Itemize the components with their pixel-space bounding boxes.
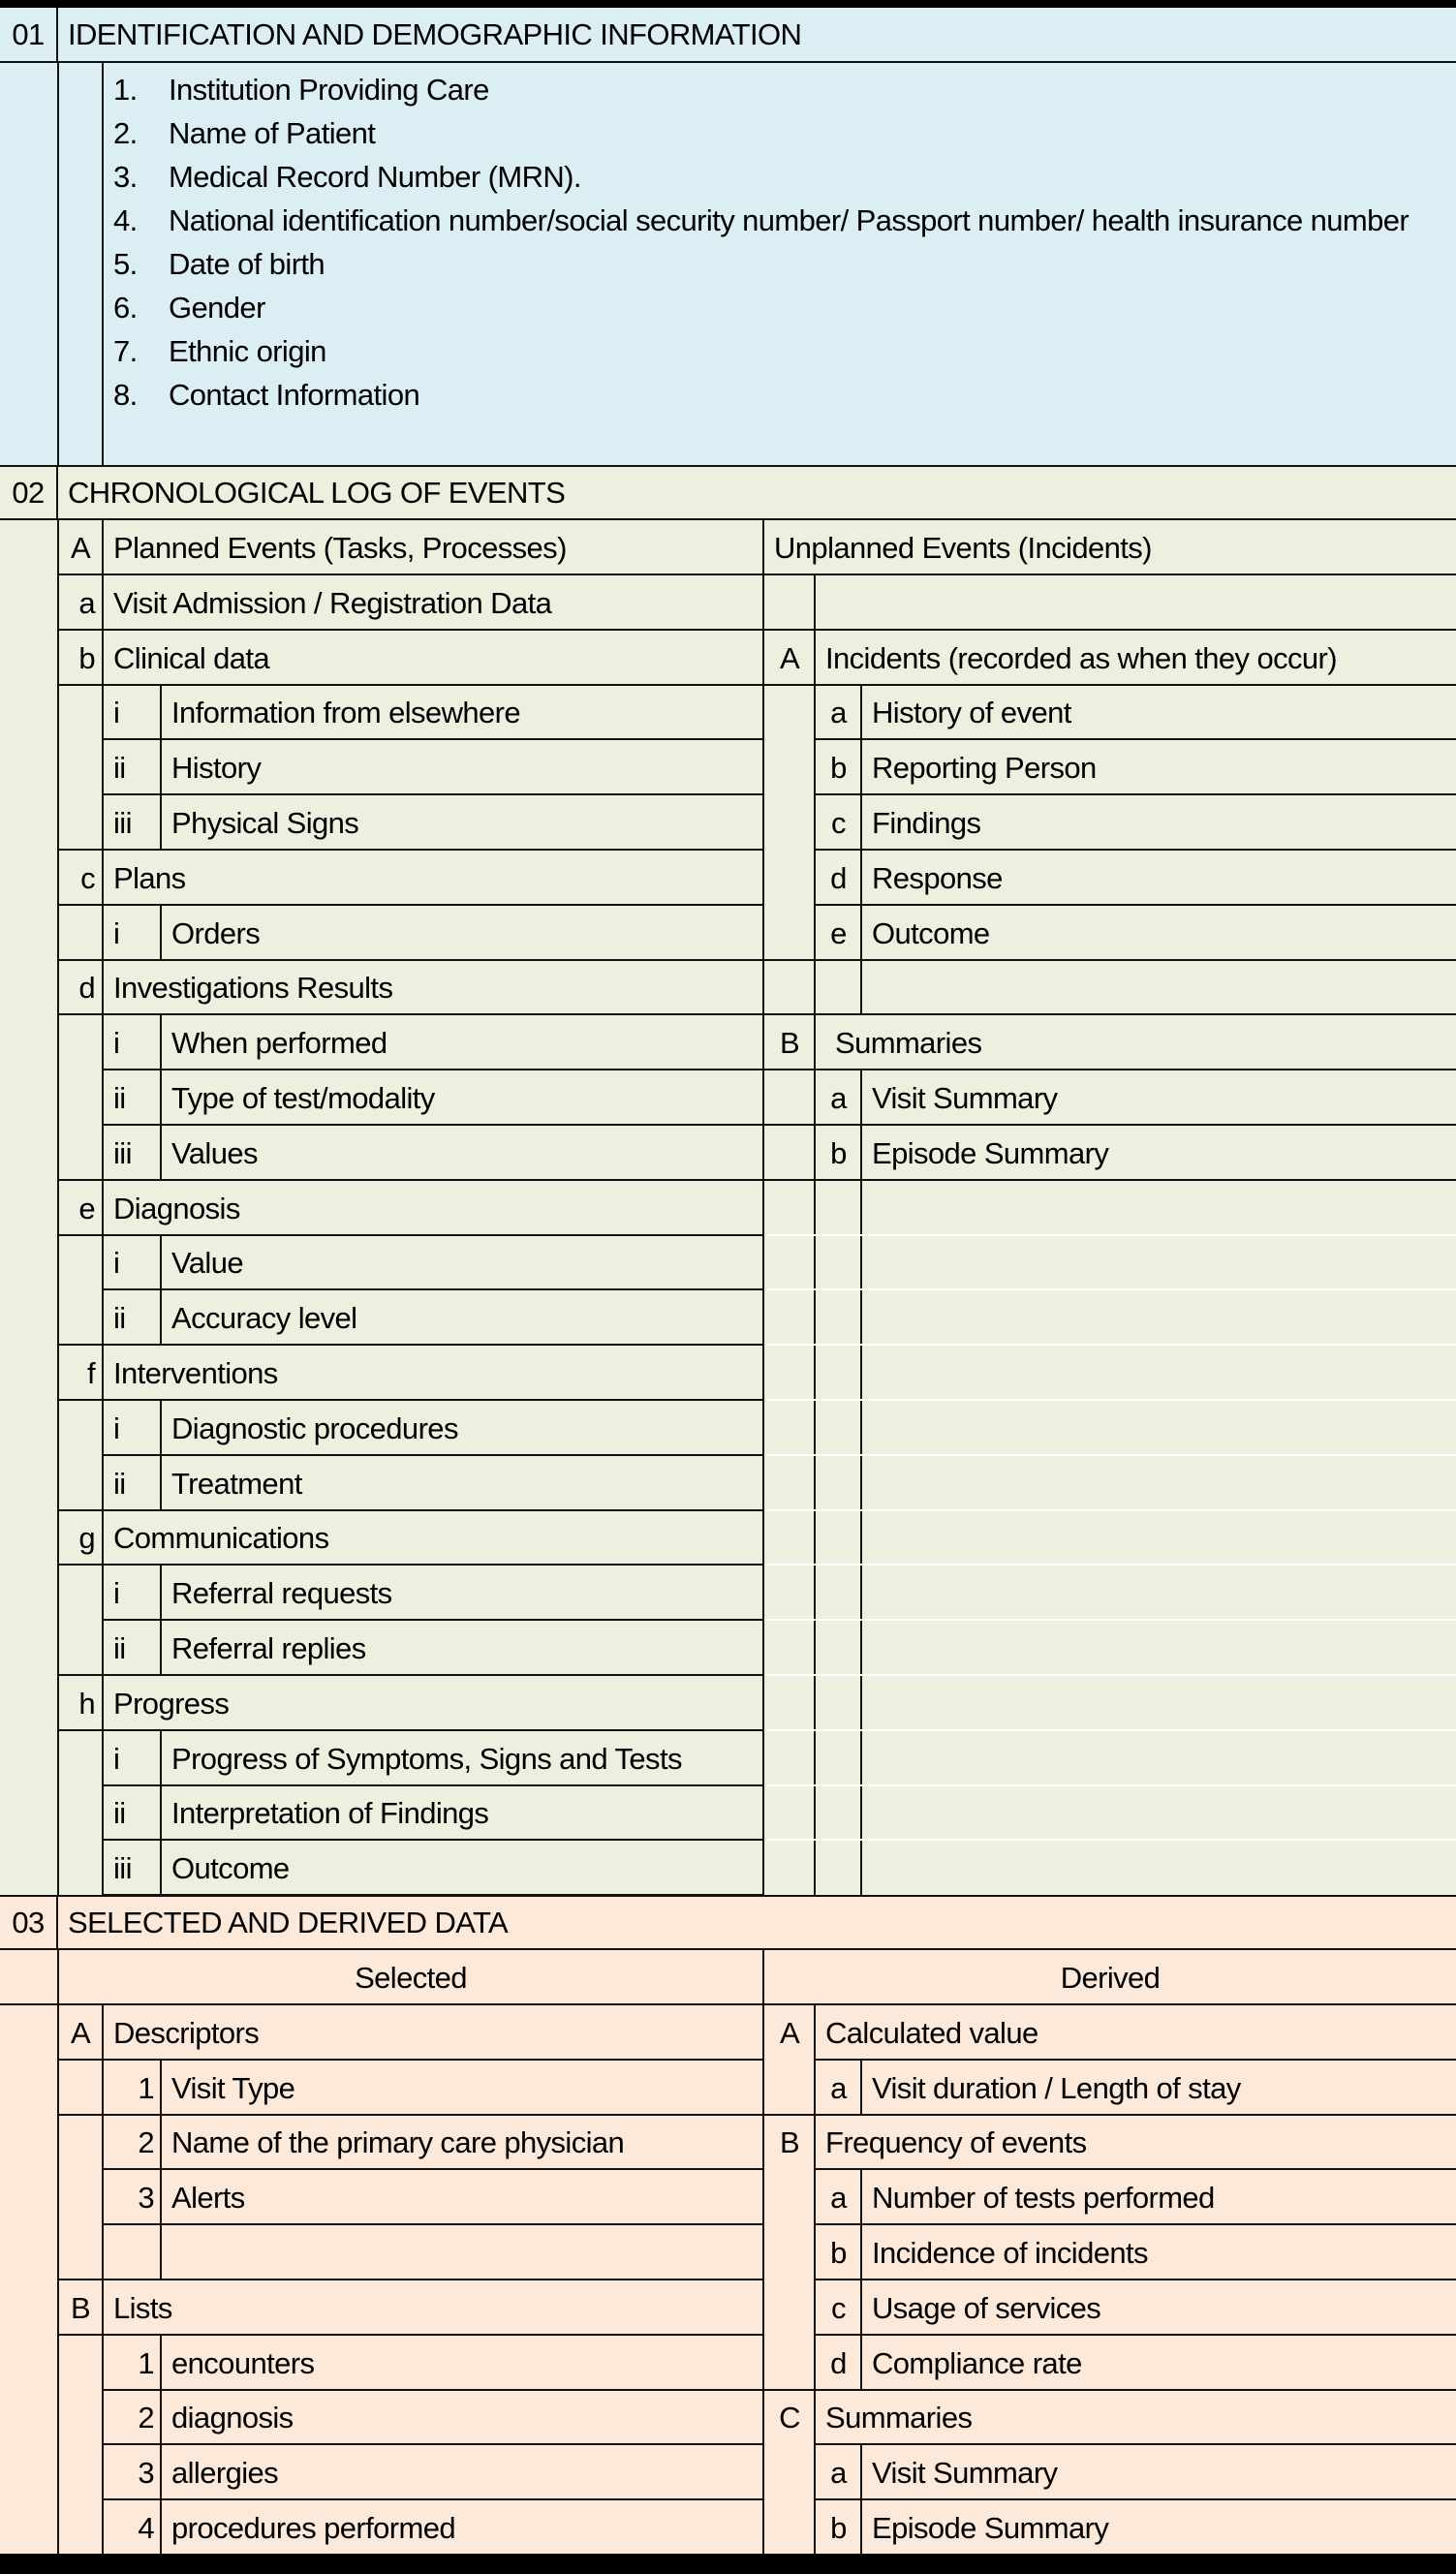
divider: [814, 1786, 816, 1842]
planned-key: A: [70, 531, 91, 565]
incident-subkey: c: [831, 806, 846, 841]
planned-subitem: Interpretation of Findings: [171, 1796, 489, 1831]
planned-item: Interventions: [113, 1356, 278, 1391]
incidents-key: A: [779, 640, 800, 675]
divider: [765, 1288, 1456, 1290]
divider: [765, 1839, 1456, 1841]
row-subkey: iii: [113, 1135, 132, 1170]
descriptor-item: Visit Type: [171, 2070, 295, 2105]
row-subkey: ii: [113, 1796, 126, 1831]
divider: [763, 959, 1456, 961]
frequency-subkey: d: [830, 2345, 847, 2380]
section-title: SELECTED AND DERIVED DATA: [58, 1895, 1456, 1950]
incident-item: Response: [872, 860, 1003, 895]
planned-subitem: Value: [171, 1246, 243, 1281]
row-key: a: [78, 585, 95, 620]
incident-subkey: d: [830, 860, 847, 895]
row-key: c: [80, 860, 95, 895]
frequency-item: Usage of services: [872, 2290, 1101, 2325]
planned-subitem: Type of test/modality: [171, 1081, 435, 1116]
lists-heading: Lists: [113, 2290, 172, 2325]
summary-item: Visit Summary: [872, 1081, 1058, 1116]
divider: [814, 1676, 816, 1731]
list-item: 5. Date of birth: [113, 247, 325, 281]
frequency-heading: Frequency of events: [825, 2125, 1087, 2160]
calculated-item: Visit duration / Length of stay: [872, 2070, 1241, 2105]
divider: [814, 1236, 816, 1291]
frequency-subkey: b: [830, 2236, 847, 2271]
calculated-key: A: [779, 2015, 800, 2050]
summaries-heading: Summaries: [825, 2401, 973, 2435]
row-subkey: ii: [113, 1301, 126, 1336]
divider: [814, 961, 816, 1016]
divider: [765, 1344, 1456, 1346]
divider: [814, 1290, 816, 1346]
planned-item: Visit Admission / Registration Data: [113, 585, 552, 620]
planned-item: Clinical data: [113, 640, 270, 675]
divider: [103, 2223, 763, 2225]
summaries-heading: Summaries: [835, 1026, 982, 1061]
incident-item: Findings: [872, 806, 981, 841]
divider: [814, 1621, 816, 1676]
row-subkey: iii: [113, 1851, 132, 1886]
incidents-heading: Incidents (recorded as when they occur): [825, 640, 1337, 675]
divider: [860, 1786, 862, 1842]
divider: [860, 1346, 862, 1401]
descriptor-item: Name of the primary care physician: [171, 2125, 625, 2160]
divider: [814, 1401, 816, 1456]
row-subkey: ii: [113, 1631, 126, 1666]
incident-subkey: e: [830, 915, 847, 950]
row-subkey: i: [113, 1411, 120, 1445]
planned-subitem: Outcome: [171, 1851, 290, 1886]
list-item: diagnosis: [171, 2401, 294, 2435]
divider: [860, 1621, 862, 1676]
row-key: b: [78, 640, 95, 675]
row-subkey: i: [113, 696, 120, 730]
list-item: 6. Gender: [113, 291, 265, 325]
planned-subitem: Values: [171, 1135, 258, 1170]
divider: [860, 961, 862, 1016]
row-subkey: i: [113, 1246, 120, 1281]
section-number: 02: [0, 465, 58, 520]
planned-subitem: When performed: [171, 1026, 387, 1061]
section-03-selected-derived: [0, 1895, 1456, 2554]
divider: [814, 1181, 816, 1236]
planned-subitem: Referral replies: [171, 1631, 366, 1666]
divider: [814, 1731, 816, 1786]
row-subkey: i: [113, 1576, 120, 1611]
incident-item: Outcome: [872, 915, 990, 950]
divider: [765, 1619, 1456, 1621]
section-title: IDENTIFICATION AND DEMOGRAPHIC INFORMATION: [58, 8, 1456, 63]
row-subkey: ii: [113, 751, 126, 786]
list-subkey: 4: [138, 2511, 154, 2546]
row-subkey: ii: [113, 1081, 126, 1116]
frequency-subkey: a: [830, 2181, 847, 2216]
divider: [765, 1729, 1456, 1731]
list-item: 4. National identification number/social security number/ Passport number/ health insurance number: [113, 203, 1410, 237]
planned-subitem: Information from elsewhere: [171, 696, 521, 730]
divider: [102, 2225, 104, 2280]
derived-heading: Derived: [1060, 1961, 1161, 1995]
divider: [102, 63, 104, 465]
frequency-item: Number of tests performed: [872, 2181, 1215, 2216]
frequency-subkey: c: [831, 2290, 846, 2325]
planned-subitem: Treatment: [171, 1466, 302, 1501]
divider: [765, 1454, 1456, 1456]
frequency-item: Incidence of incidents: [872, 2236, 1148, 2271]
list-item: 3. Medical Record Number (MRN).: [113, 160, 581, 194]
row-subkey: ii: [113, 1466, 126, 1501]
divider: [860, 1511, 862, 1566]
descriptor-subkey: 1: [138, 2070, 154, 2105]
descriptor-subkey: 2: [138, 2125, 154, 2160]
incident-item: History of event: [872, 696, 1071, 730]
list-item: 7. Ethnic origin: [113, 334, 326, 368]
summary-subkey: b: [830, 1135, 847, 1170]
planned-subitem: Progress of Symptoms, Signs and Tests: [171, 1741, 682, 1776]
calculated-subkey: a: [830, 2070, 847, 2105]
list-item: encounters: [171, 2345, 315, 2380]
divider: [860, 1731, 862, 1786]
list-item: allergies: [171, 2456, 279, 2491]
divider: [814, 1015, 816, 1070]
planned-subitem: Orders: [171, 915, 261, 950]
divider: [860, 1290, 862, 1346]
incident-item: Reporting Person: [872, 751, 1097, 786]
list-item: 1. Institution Providing Care: [113, 73, 489, 107]
incident-subkey: a: [830, 696, 847, 730]
descriptors-key: A: [70, 2015, 91, 2050]
planned-subitem: Referral requests: [171, 1576, 392, 1611]
divider: [860, 1236, 862, 1291]
divider: [860, 1401, 862, 1456]
planned-item: Communications: [113, 1521, 329, 1556]
section-title: CHRONOLOGICAL LOG OF EVENTS: [58, 465, 1456, 520]
divider: [814, 1841, 816, 1896]
descriptor-item: Alerts: [171, 2181, 245, 2216]
divider: [765, 1399, 1456, 1401]
descriptors-heading: Descriptors: [113, 2015, 260, 2050]
planned-subitem: Physical Signs: [171, 806, 359, 841]
descriptor-subkey: 3: [138, 2181, 154, 2216]
row-key: d: [78, 971, 95, 1006]
planned-item: Plans: [113, 860, 186, 895]
list-item: procedures performed: [171, 2511, 455, 2546]
summaries-subkey: b: [830, 2511, 847, 2546]
unplanned-heading: Unplanned Events (Incidents): [774, 531, 1152, 565]
divider: [860, 1456, 862, 1511]
row-subkey: iii: [113, 806, 132, 841]
divider: [765, 1784, 1456, 1786]
summaries-subkey: a: [830, 2456, 847, 2491]
divider: [765, 1564, 1456, 1566]
summary-subkey: a: [830, 1081, 847, 1116]
divider: [763, 1179, 1456, 1181]
section-number: 03: [0, 1895, 58, 1950]
list-subkey: 2: [138, 2401, 154, 2435]
divider: [765, 1234, 1456, 1236]
incident-subkey: b: [830, 751, 847, 786]
row-key: f: [86, 1356, 95, 1391]
divider: [814, 575, 816, 631]
summaries-item: Visit Summary: [872, 2456, 1058, 2491]
section-02-chronological-log: [0, 465, 1456, 1895]
planned-item: Diagnosis: [113, 1191, 240, 1225]
list-subkey: 3: [138, 2456, 154, 2491]
divider: [814, 1346, 816, 1401]
divider: [860, 1566, 862, 1621]
divider: [765, 1674, 1456, 1676]
summaries-item: Episode Summary: [872, 2511, 1109, 2546]
divider: [860, 1841, 862, 1896]
divider: [57, 63, 59, 465]
planned-subitem: History: [171, 751, 262, 786]
list-subkey: 1: [138, 2345, 154, 2380]
planned-item: Investigations Results: [113, 971, 393, 1006]
row-key: e: [78, 1191, 95, 1225]
planned-heading: Planned Events (Tasks, Processes): [113, 531, 567, 565]
summaries-key: C: [779, 2401, 800, 2435]
lists-key: B: [70, 2290, 91, 2325]
list-item: 2. Name of Patient: [113, 116, 376, 150]
frequency-item: Compliance rate: [872, 2345, 1082, 2380]
divider: [814, 1566, 816, 1621]
row-subkey: i: [113, 1741, 120, 1776]
divider: [814, 1456, 816, 1511]
row-subkey: i: [113, 1026, 120, 1061]
divider: [160, 2225, 162, 2280]
selected-heading: Selected: [355, 1961, 467, 1995]
divider: [762, 520, 764, 1895]
planned-subitem: Accuracy level: [171, 1301, 357, 1336]
summary-item: Episode Summary: [872, 1135, 1109, 1170]
calculated-heading: Calculated value: [825, 2015, 1038, 2050]
list-item: 8. Contact Information: [113, 378, 420, 412]
divider: [860, 1676, 862, 1731]
planned-subitem: Diagnostic procedures: [171, 1411, 458, 1445]
section-number: 01: [0, 8, 58, 63]
divider: [814, 1511, 816, 1566]
section-01-identification: [0, 8, 1456, 465]
planned-item: Progress: [113, 1686, 230, 1721]
summaries-key: B: [779, 1026, 800, 1061]
row-key: g: [78, 1521, 95, 1556]
demographic-list: [113, 68, 1428, 417]
frequency-key: B: [779, 2125, 800, 2160]
divider: [765, 1509, 1456, 1511]
divider: [860, 1181, 862, 1236]
row-subkey: i: [113, 915, 120, 950]
row-key: h: [78, 1686, 95, 1721]
